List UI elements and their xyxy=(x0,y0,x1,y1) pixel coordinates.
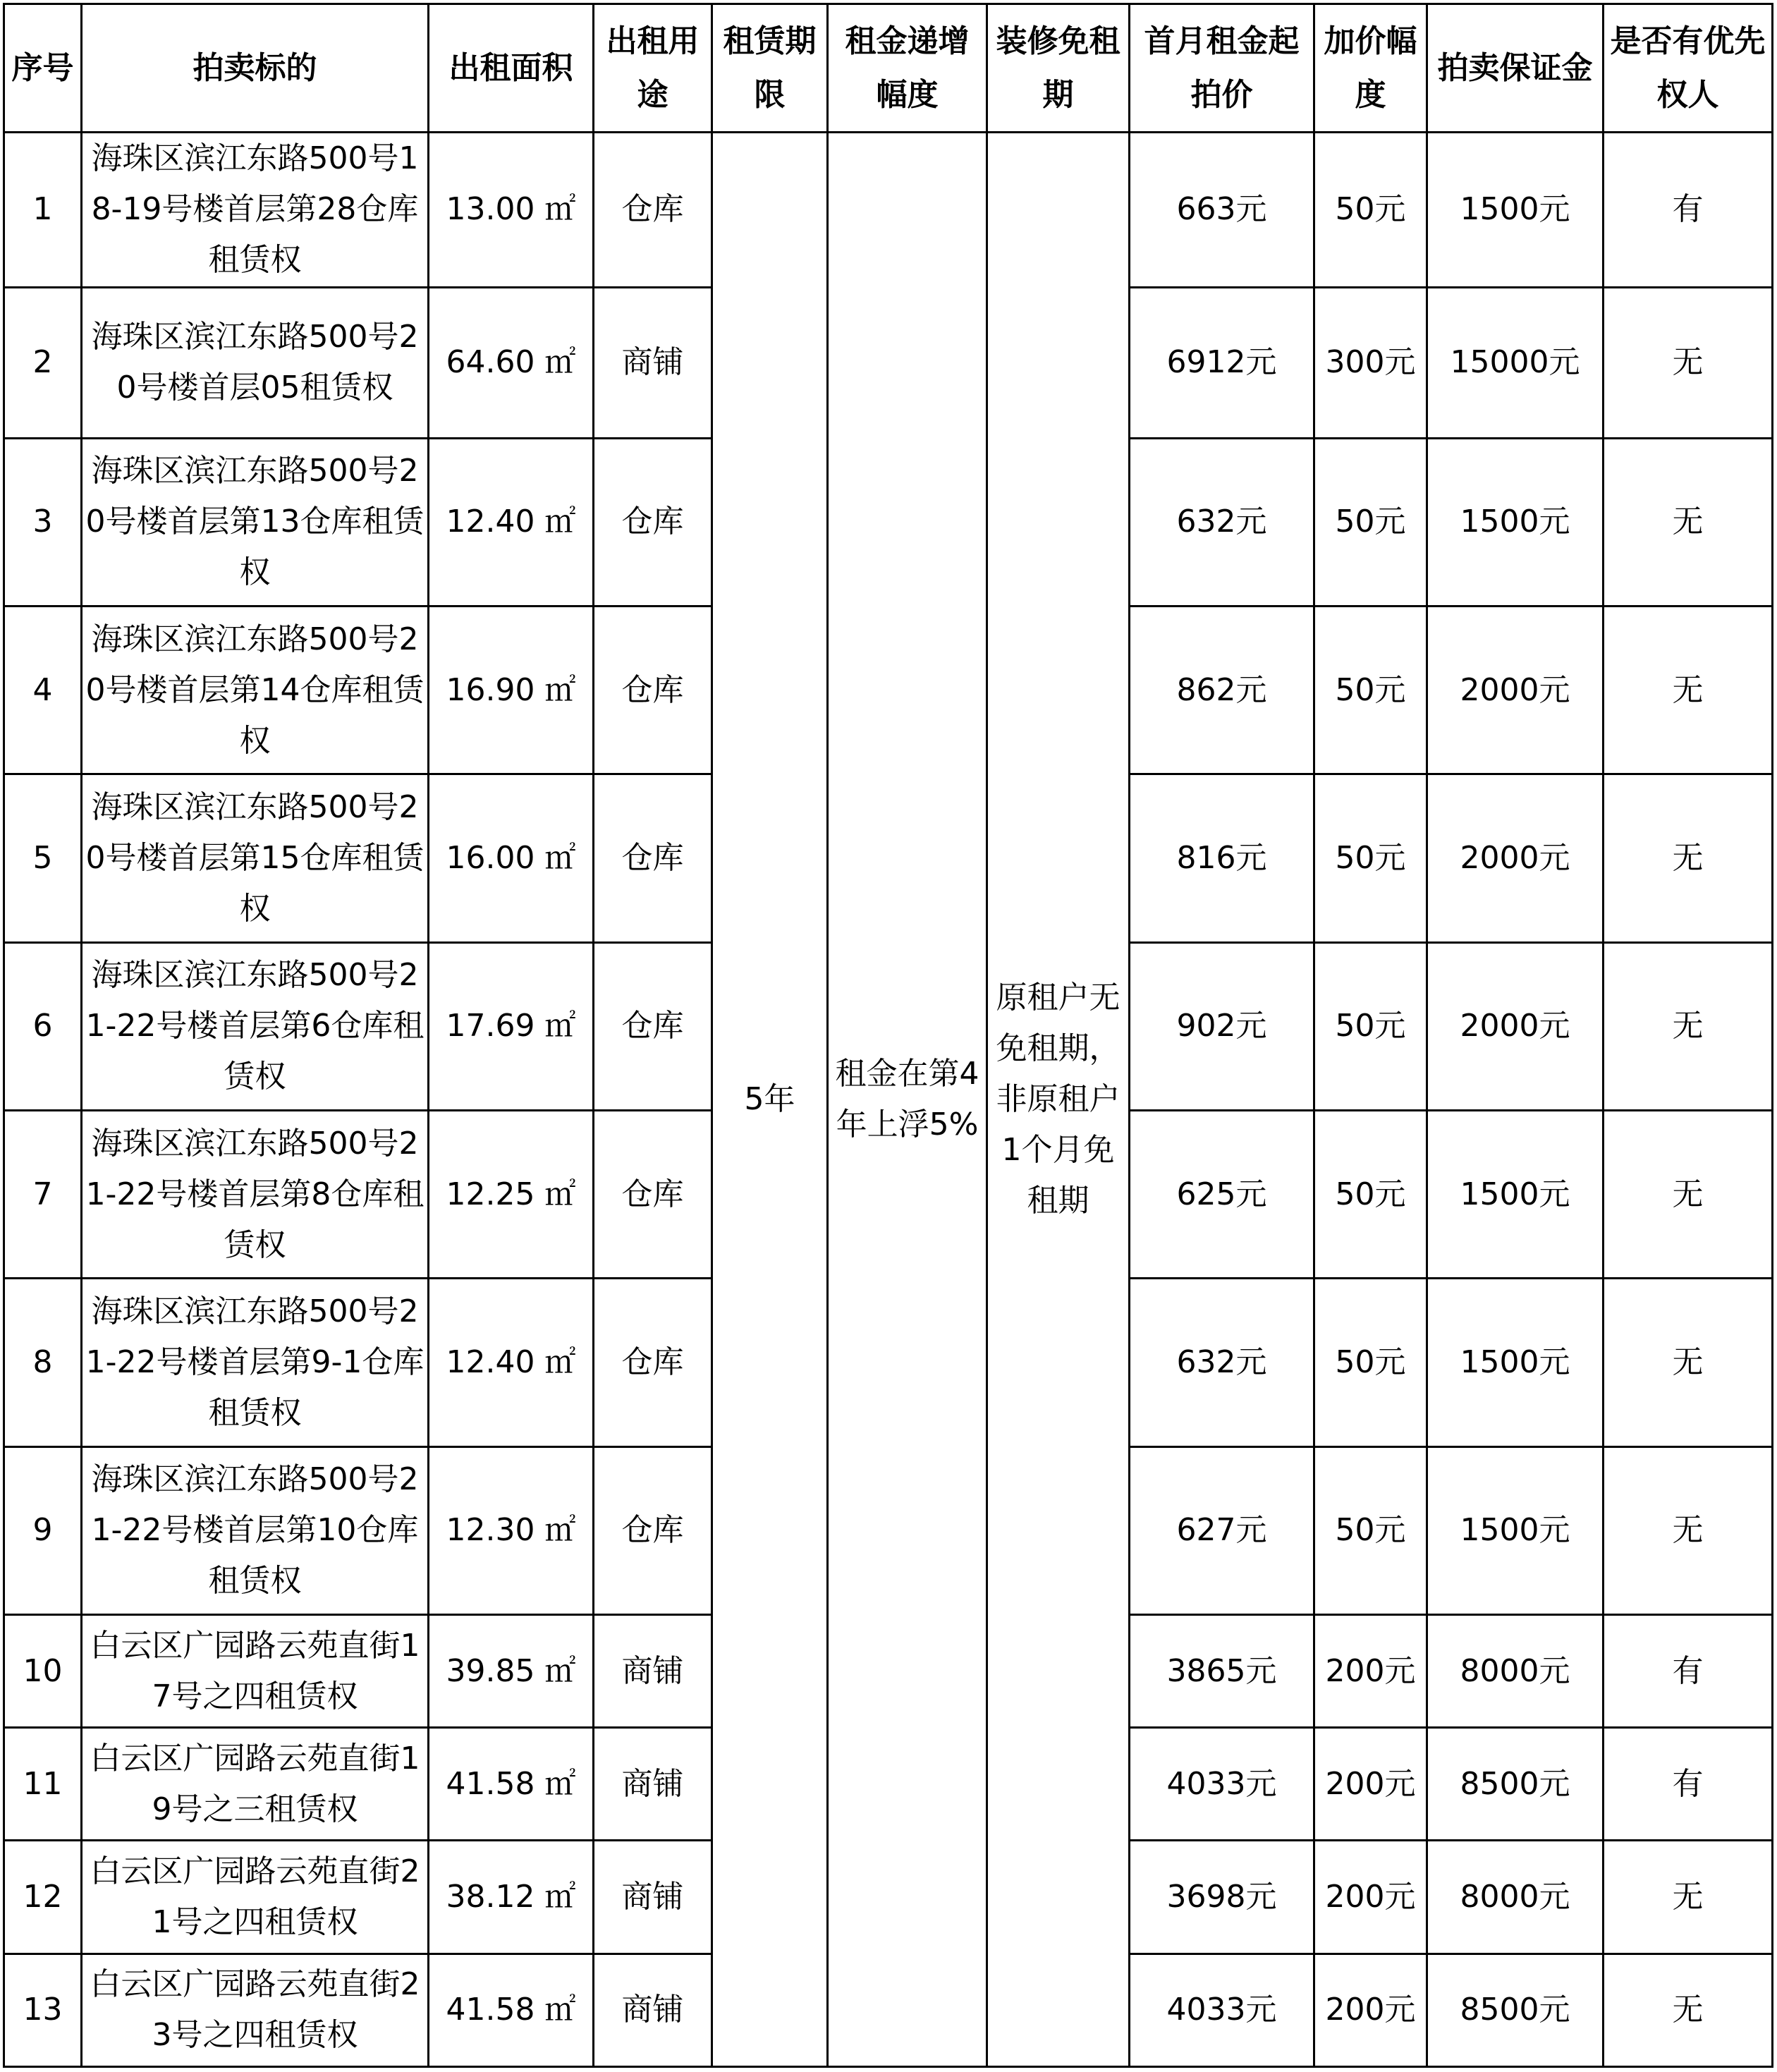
priority-holder: 无 xyxy=(1604,438,1773,606)
deposit: 2000元 xyxy=(1427,607,1604,774)
bid-step: 300元 xyxy=(1314,287,1427,438)
deposit: 8500元 xyxy=(1427,1954,1604,2066)
auction-target: 海珠区滨江东路500号21-22号楼首层第10仓库租赁权 xyxy=(82,1446,429,1614)
rental-area: 64.60 ㎡ xyxy=(429,287,594,438)
rental-area: 41.58 ㎡ xyxy=(429,1728,594,1841)
auction-target: 白云区广园路云苑直街19号之三租赁权 xyxy=(82,1728,429,1841)
header-cell-increase: 租金递增幅度 xyxy=(828,4,987,133)
bid-step: 200元 xyxy=(1314,1954,1427,2066)
auction-target: 海珠区滨江东路500号20号楼首层05租赁权 xyxy=(82,287,429,438)
rental-use: 商铺 xyxy=(594,1841,712,1954)
rental-use: 商铺 xyxy=(594,1954,712,2066)
auction-table xyxy=(3,3,1773,2068)
bid-step: 200元 xyxy=(1314,1728,1427,1841)
row-number: 8 xyxy=(4,1279,82,1446)
start-price: 3698元 xyxy=(1130,1841,1314,1954)
priority-holder: 无 xyxy=(1604,1841,1773,1954)
bid-step: 200元 xyxy=(1314,1841,1427,1954)
rental-use: 商铺 xyxy=(594,287,712,438)
priority-holder: 有 xyxy=(1604,133,1773,287)
rental-use: 商铺 xyxy=(594,1728,712,1841)
header-cell-step: 加价幅度 xyxy=(1314,4,1427,133)
start-price: 4033元 xyxy=(1130,1954,1314,2066)
start-price: 862元 xyxy=(1130,607,1314,774)
priority-holder: 无 xyxy=(1604,942,1773,1110)
rental-area: 12.25 ㎡ xyxy=(429,1111,594,1279)
auction-target: 白云区广园路云苑直街17号之四租赁权 xyxy=(82,1615,429,1728)
rental-area: 12.30 ㎡ xyxy=(429,1446,594,1614)
header-cell-no: 序号 xyxy=(4,4,82,133)
rental-use: 仓库 xyxy=(594,1279,712,1446)
auction-target: 海珠区滨江东路500号18-19号楼首层第28仓库租赁权 xyxy=(82,133,429,287)
row-number: 7 xyxy=(4,1111,82,1279)
rent-free-period: 原租户无免租期，非原租户1个月免租期 xyxy=(987,133,1130,2067)
rental-area: 39.85 ㎡ xyxy=(429,1615,594,1728)
bid-step: 50元 xyxy=(1314,942,1427,1110)
rental-use: 仓库 xyxy=(594,1446,712,1614)
deposit: 1500元 xyxy=(1427,438,1604,606)
bid-step: 50元 xyxy=(1314,1111,1427,1279)
deposit: 1500元 xyxy=(1427,1446,1604,1614)
start-price: 632元 xyxy=(1130,438,1314,606)
start-price: 4033元 xyxy=(1130,1728,1314,1841)
header-cell-target: 拍卖标的 xyxy=(82,4,429,133)
priority-holder: 无 xyxy=(1604,287,1773,438)
row-number: 4 xyxy=(4,607,82,774)
rental-area: 41.58 ㎡ xyxy=(429,1954,594,2066)
priority-holder: 无 xyxy=(1604,1111,1773,1279)
bid-step: 50元 xyxy=(1314,607,1427,774)
bid-step: 50元 xyxy=(1314,133,1427,287)
header-row xyxy=(4,4,1773,133)
auction-target: 海珠区滨江东路500号20号楼首层第14仓库租赁权 xyxy=(82,607,429,774)
row-number: 5 xyxy=(4,774,82,942)
rental-area: 17.69 ㎡ xyxy=(429,942,594,1110)
start-price: 625元 xyxy=(1130,1111,1314,1279)
header-cell-free-period: 装修免租期 xyxy=(987,4,1130,133)
deposit: 8500元 xyxy=(1427,1728,1604,1841)
rental-area: 16.90 ㎡ xyxy=(429,607,594,774)
deposit: 2000元 xyxy=(1427,942,1604,1110)
start-price: 816元 xyxy=(1130,774,1314,942)
header-cell-term: 租赁期限 xyxy=(712,4,828,133)
rental-use: 仓库 xyxy=(594,774,712,942)
auction-target: 海珠区滨江东路500号21-22号楼首层第6仓库租赁权 xyxy=(82,942,429,1110)
bid-step: 200元 xyxy=(1314,1615,1427,1728)
rental-use: 仓库 xyxy=(594,133,712,287)
header-cell-deposit: 拍卖保证金 xyxy=(1427,4,1604,133)
priority-holder: 无 xyxy=(1604,607,1773,774)
rental-use: 仓库 xyxy=(594,438,712,606)
deposit: 1500元 xyxy=(1427,1279,1604,1446)
start-price: 663元 xyxy=(1130,133,1314,287)
header-cell-area: 出租面积 xyxy=(429,4,594,133)
header-cell-priority: 是否有优先权人 xyxy=(1604,4,1773,133)
deposit: 2000元 xyxy=(1427,774,1604,942)
bid-step: 50元 xyxy=(1314,1279,1427,1446)
start-price: 627元 xyxy=(1130,1446,1314,1614)
row-number: 6 xyxy=(4,942,82,1110)
auction-target: 海珠区滨江东路500号20号楼首层第13仓库租赁权 xyxy=(82,438,429,606)
lease-term: 5年 xyxy=(712,133,828,2067)
header-cell-start-price: 首月租金起拍价 xyxy=(1130,4,1314,133)
row-number: 11 xyxy=(4,1728,82,1841)
auction-target: 白云区广园路云苑直街21号之四租赁权 xyxy=(82,1841,429,1954)
auction-target: 海珠区滨江东路500号21-22号楼首层第8仓库租赁权 xyxy=(82,1111,429,1279)
row-number: 12 xyxy=(4,1841,82,1954)
auction-target: 海珠区滨江东路500号20号楼首层第15仓库租赁权 xyxy=(82,774,429,942)
row-number: 10 xyxy=(4,1615,82,1728)
priority-holder: 无 xyxy=(1604,1446,1773,1614)
priority-holder: 有 xyxy=(1604,1615,1773,1728)
header-cell-use: 出租用途 xyxy=(594,4,712,133)
deposit: 1500元 xyxy=(1427,133,1604,287)
deposit: 8000元 xyxy=(1427,1615,1604,1728)
deposit: 8000元 xyxy=(1427,1841,1604,1954)
priority-holder: 无 xyxy=(1604,1279,1773,1446)
start-price: 6912元 xyxy=(1130,287,1314,438)
rental-area: 12.40 ㎡ xyxy=(429,438,594,606)
table-row xyxy=(4,133,1773,287)
row-number: 2 xyxy=(4,287,82,438)
rental-use: 仓库 xyxy=(594,607,712,774)
start-price: 3865元 xyxy=(1130,1615,1314,1728)
start-price: 632元 xyxy=(1130,1279,1314,1446)
auction-target: 海珠区滨江东路500号21-22号楼首层第9-1仓库租赁权 xyxy=(82,1279,429,1446)
rent-increase: 租金在第4年上浮5% xyxy=(828,133,987,2067)
rental-area: 13.00 ㎡ xyxy=(429,133,594,287)
deposit: 15000元 xyxy=(1427,287,1604,438)
priority-holder: 无 xyxy=(1604,774,1773,942)
rental-area: 38.12 ㎡ xyxy=(429,1841,594,1954)
rental-use: 仓库 xyxy=(594,942,712,1110)
start-price: 902元 xyxy=(1130,942,1314,1110)
rental-use: 商铺 xyxy=(594,1615,712,1728)
priority-holder: 有 xyxy=(1604,1728,1773,1841)
bid-step: 50元 xyxy=(1314,1446,1427,1614)
bid-step: 50元 xyxy=(1314,438,1427,606)
bid-step: 50元 xyxy=(1314,774,1427,942)
rental-use: 仓库 xyxy=(594,1111,712,1279)
deposit: 1500元 xyxy=(1427,1111,1604,1279)
rental-area: 12.40 ㎡ xyxy=(429,1279,594,1446)
row-number: 13 xyxy=(4,1954,82,2066)
priority-holder: 无 xyxy=(1604,1954,1773,2066)
row-number: 9 xyxy=(4,1446,82,1614)
row-number: 1 xyxy=(4,133,82,287)
row-number: 3 xyxy=(4,438,82,606)
auction-target: 白云区广园路云苑直街23号之四租赁权 xyxy=(82,1954,429,2066)
rental-area: 16.00 ㎡ xyxy=(429,774,594,942)
